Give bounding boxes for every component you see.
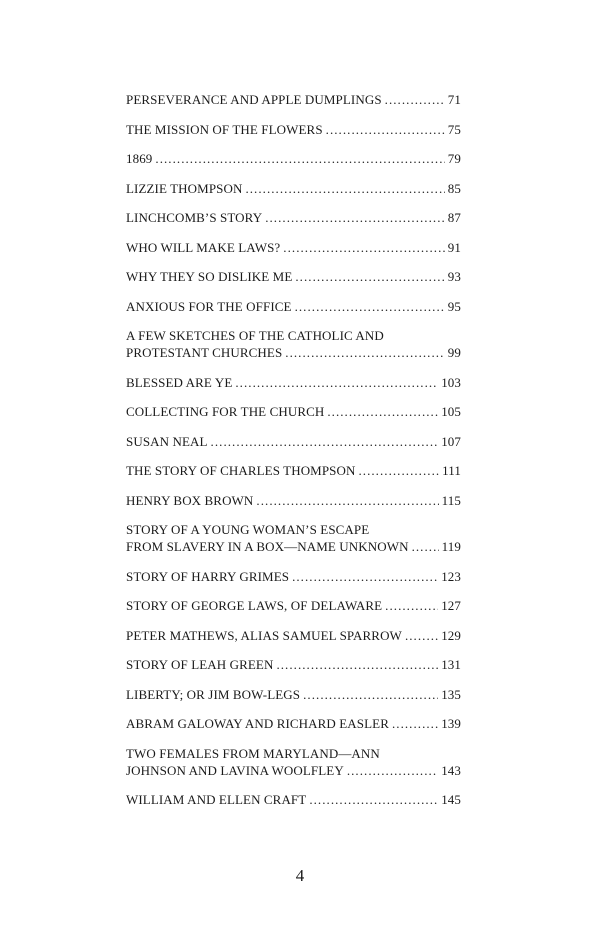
toc-page-number: 95: [447, 298, 461, 314]
toc-entry: [126, 715, 461, 732]
toc-entry-title: THE MISSION OF THE FLOWERS: [126, 121, 323, 137]
toc-entry: [126, 121, 461, 138]
toc-entry-title: ANXIOUS FOR THE OFFICE: [126, 298, 292, 314]
toc-entry-title: FROM SLAVERY IN A BOX—NAME UNKNOWN: [126, 539, 409, 554]
toc-entry-row: [126, 150, 461, 167]
dot-leader: [155, 150, 444, 167]
toc-entry-row: [126, 209, 461, 226]
toc-entry: [126, 745, 461, 779]
toc-entry-title: LIZZIE THOMPSON: [126, 180, 243, 196]
toc-page-number: 105: [441, 404, 461, 419]
toc-page-number: 99: [447, 345, 461, 360]
toc-entry: [126, 791, 461, 808]
toc-entry: [126, 492, 461, 509]
toc-page-number: 85: [447, 180, 461, 196]
dot-leader: [385, 91, 445, 108]
dot-leader: [295, 298, 445, 315]
toc-entry-title: WHO WILL MAKE LAWS?: [126, 239, 281, 255]
toc-page-number: 75: [447, 121, 461, 137]
dot-leader: [326, 121, 445, 138]
toc-entry-title-line: A FEW SKETCHES OF THE CATHOLIC AND: [126, 328, 384, 343]
toc-page-number: 115: [441, 492, 461, 508]
toc-entry-title: LINCHCOMB’S STORY: [126, 210, 263, 225]
toc-entry-row: [126, 656, 461, 673]
toc-entry-row: [126, 298, 461, 315]
dot-leader: [303, 686, 438, 703]
toc-entry: [126, 627, 461, 644]
dot-leader: [292, 568, 438, 585]
toc-entry: [126, 327, 461, 361]
toc-entry-row: [126, 180, 461, 197]
toc-page-number: 129: [441, 627, 461, 643]
toc-page-number: 119: [441, 539, 461, 554]
toc-entry: [126, 433, 461, 450]
toc-entry: [126, 686, 461, 703]
toc-entry: [126, 403, 461, 420]
toc-entry: [126, 298, 461, 315]
toc-entry-title: WILLIAM AND ELLEN CRAFT: [126, 792, 307, 807]
toc-entry-row: [126, 715, 461, 732]
toc-entry: [126, 239, 461, 256]
toc-entry-title: ABRAM GALOWAY AND RICHARD EASLER: [126, 716, 389, 731]
dot-leader: [211, 433, 439, 450]
toc-entry-row: [126, 597, 461, 614]
toc-entry: [126, 150, 461, 167]
toc-entry-row: [126, 433, 461, 450]
toc-entry-row: [126, 121, 461, 138]
toc-entry-row: [126, 239, 461, 256]
toc-entry-title: JOHNSON AND LAVINA WOOLFLEY: [126, 762, 344, 778]
dot-leader: [235, 374, 438, 391]
toc-page-number: 103: [441, 374, 461, 390]
dot-leader: [245, 180, 444, 197]
toc-entry-row: [126, 568, 461, 585]
toc-page-number: 91: [447, 239, 461, 255]
toc-entry: [126, 209, 461, 226]
toc-entry-title: WHY THEY SO DISLIKE ME: [126, 269, 293, 284]
toc-page-number: 107: [441, 433, 461, 449]
dot-leader: [295, 268, 444, 285]
toc-page-number: 135: [441, 686, 461, 702]
dot-leader: [392, 715, 438, 732]
toc-entry-row: [126, 492, 461, 509]
dot-leader: [327, 403, 438, 420]
toc-entry: [126, 374, 461, 391]
toc-entry-title: PETER MATHEWS, ALIAS SAMUEL SPARROW: [126, 627, 402, 643]
toc-entry-row: [126, 791, 461, 808]
toc-page-number: 131: [441, 657, 461, 672]
toc-entry-row: [126, 686, 461, 703]
toc-page-number: 93: [447, 269, 461, 284]
toc-entry-title-line: TWO FEMALES FROM MARYLAND—ANN: [126, 745, 380, 761]
page-number: 4: [295, 866, 305, 885]
toc-entry-title: 1869: [126, 151, 153, 166]
dot-leader: [405, 627, 438, 644]
toc-entry-title: PROTESTANT CHURCHES: [126, 345, 283, 360]
toc-page-number: 143: [441, 762, 461, 778]
toc-entry-row: [126, 762, 461, 779]
dot-leader: [358, 462, 439, 479]
toc-entry-title: THE STORY OF CHARLES THOMPSON: [126, 463, 356, 478]
toc-entry-title: BLESSED ARE YE: [126, 374, 233, 390]
toc-entry-row: [126, 374, 461, 391]
toc-entry: [126, 91, 461, 108]
dot-leader: [385, 597, 438, 614]
toc-entry-title: COLLECTING FOR THE CHURCH: [126, 404, 325, 419]
toc-entry: [126, 568, 461, 585]
toc-page-number: 71: [447, 92, 461, 107]
toc-entry: [126, 180, 461, 197]
toc-entry-title: PERSEVERANCE AND APPLE DUMPLINGS: [126, 92, 382, 107]
toc-entry-row: [126, 538, 461, 555]
toc-page-number: 111: [442, 463, 461, 478]
toc-page-number: 79: [447, 151, 461, 166]
toc-entry-row: [126, 462, 461, 479]
toc-entry: [126, 597, 461, 614]
dot-leader: [256, 492, 438, 509]
toc-entry: [126, 462, 461, 479]
toc-entry-title-line: STORY OF A YOUNG WOMAN’S ESCAPE: [126, 522, 370, 537]
toc-entry-title: STORY OF HARRY GRIMES: [126, 568, 290, 584]
toc-page-number: 127: [441, 598, 461, 613]
toc-entry-row: [126, 91, 461, 108]
dot-leader: [347, 762, 438, 779]
toc-entry-title: STORY OF GEORGE LAWS, OF DELAWARE: [126, 598, 383, 613]
toc-entry-row: [126, 403, 461, 420]
toc-entry: [126, 268, 461, 285]
toc-entry-title: HENRY BOX BROWN: [126, 492, 254, 508]
toc-entry-row: [126, 344, 461, 361]
dot-leader: [276, 656, 438, 673]
toc-page-number: 87: [447, 210, 461, 225]
toc-page-number: 123: [441, 568, 461, 584]
toc-entry-row: [126, 627, 461, 644]
toc-entry-title: STORY OF LEAH GREEN: [126, 657, 274, 672]
toc-entry-row: [126, 268, 461, 285]
toc-entry-title: SUSAN NEAL: [126, 433, 208, 449]
dot-leader: [265, 209, 445, 226]
toc-page-number: 139: [441, 716, 461, 731]
toc-page-number: 145: [441, 792, 461, 807]
dot-leader: [309, 791, 438, 808]
toc-entry-title: LIBERTY; OR JIM BOW-LEGS: [126, 686, 301, 702]
dot-leader: [283, 239, 445, 256]
dot-leader: [285, 344, 445, 361]
toc-entry: [126, 521, 461, 555]
dot-leader: [412, 538, 439, 555]
toc-entry: [126, 656, 461, 673]
